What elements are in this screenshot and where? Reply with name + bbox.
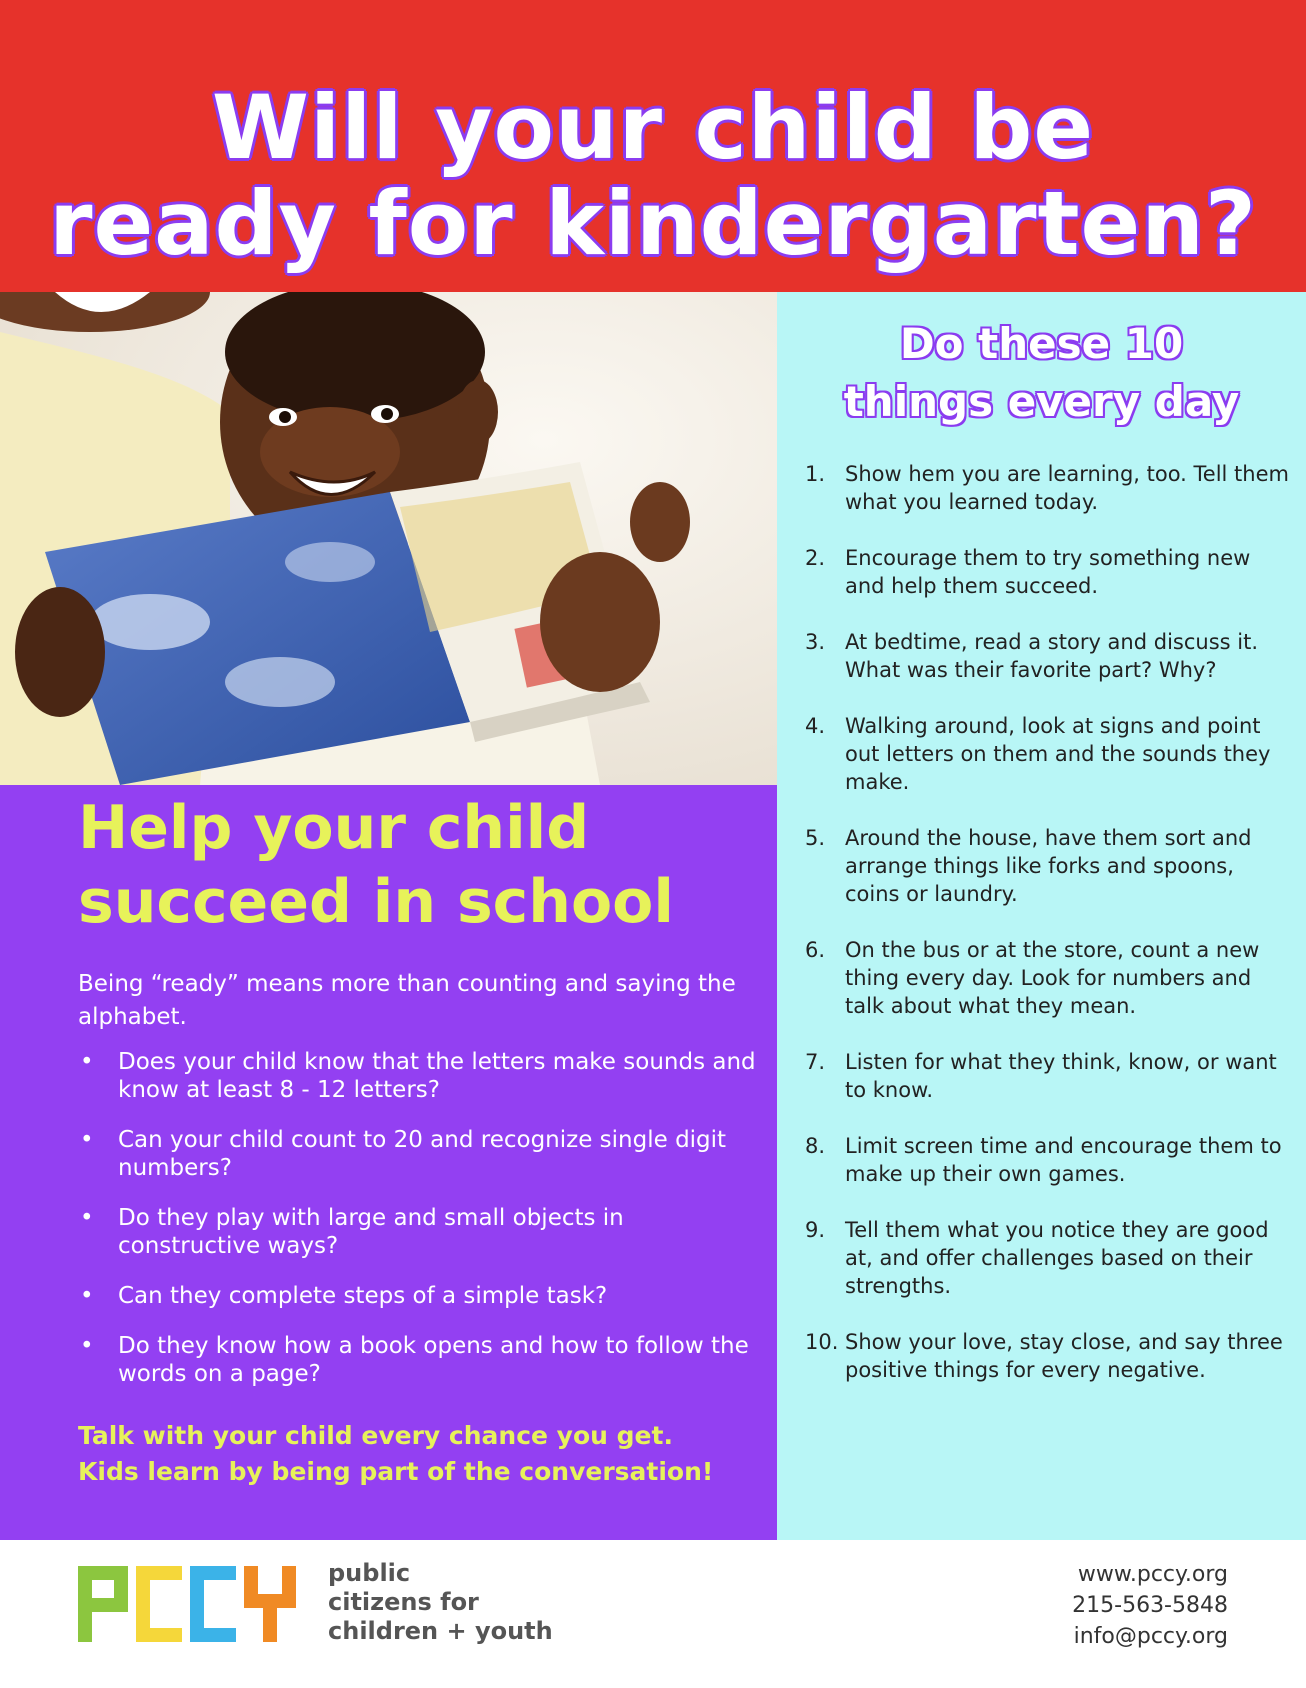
list-item xyxy=(805,824,1295,908)
child-reading-photo xyxy=(0,292,777,785)
email-link[interactable]: info@pccy.org xyxy=(1073,1624,1228,1649)
item-number: 10. xyxy=(805,1330,839,1354)
bullet-text: Do they play with large and small objects in constructive ways? xyxy=(118,1205,624,1259)
ten-things-list xyxy=(805,460,1295,1384)
talk-callout xyxy=(78,1418,778,1490)
help-intro-text: Being “ready” means more than counting and saying the alphabet. xyxy=(78,971,736,1030)
item-number: 8. xyxy=(805,1134,826,1158)
item-number: 9. xyxy=(805,1218,826,1242)
list-item xyxy=(805,712,1295,796)
item-number: 4. xyxy=(805,714,826,738)
org-name-line-3: children + youth xyxy=(328,1617,553,1645)
item-text: Show hem you are learning, too. Tell them what you learned today. xyxy=(845,462,1289,514)
bullet-dot-icon: • xyxy=(80,1333,94,1359)
bullet-item xyxy=(78,1204,758,1260)
item-text: Tell them what you notice they are good at, and offer challenges based on their strengths. xyxy=(845,1218,1269,1298)
item-text: Encourage them to try something new and help them succeed. xyxy=(845,546,1251,598)
item-number: 5. xyxy=(805,826,826,850)
bullet-item xyxy=(78,1126,758,1182)
bullet-text: Does your child know that the letters make sounds and know at least 8 - 12 letters? xyxy=(118,1049,756,1103)
item-text: Show your love, stay close, and say three positive things for every negative. xyxy=(845,1330,1283,1382)
item-number: 1. xyxy=(805,462,826,486)
list-item xyxy=(805,1328,1295,1384)
logo-text: PCCY xyxy=(78,1566,81,1567)
org-name-line-2: citizens for xyxy=(328,1588,479,1616)
bullet-text: Can your child count to 20 and recognize single digit numbers? xyxy=(118,1127,727,1181)
item-text: On the bus or at the store, count a new thing every day. Look for numbers and talk about what they mean. xyxy=(845,938,1260,1018)
main-title-line-2: ready for kindergarten? xyxy=(49,172,1257,275)
bullet-dot-icon: • xyxy=(80,1205,94,1231)
help-title-line-1: Help your child xyxy=(78,793,590,863)
item-text: Around the house, have them sort and arrange things like forks and spoons, coins or laundry. xyxy=(845,826,1252,906)
org-name-line-1: public xyxy=(328,1559,411,1587)
bullet-item xyxy=(78,1048,758,1104)
bullet-dot-icon: • xyxy=(80,1127,94,1153)
list-item xyxy=(805,936,1295,1020)
item-text: Walking around, look at signs and point out letters on them and the sounds they make. xyxy=(845,714,1271,794)
pccy-logo xyxy=(78,1566,298,1642)
things-title-line-2: things every day xyxy=(843,377,1240,426)
bullet-dot-icon: • xyxy=(80,1049,94,1075)
things-title-line-1: Do these 10 xyxy=(899,319,1184,368)
item-number: 2. xyxy=(805,546,826,570)
item-number: 3. xyxy=(805,630,826,654)
list-item xyxy=(805,628,1295,684)
list-item xyxy=(805,1132,1295,1188)
child-reading-illustration xyxy=(0,292,777,785)
main-title-line-1: Will your child be xyxy=(211,76,1095,179)
bullet-dot-icon: • xyxy=(80,1283,94,1309)
item-text: At bedtime, read a story and discuss it. What was their favorite part? Why? xyxy=(845,630,1258,682)
list-item xyxy=(805,1216,1295,1300)
item-text: Limit screen time and encourage them to make up their own games. xyxy=(845,1134,1282,1186)
bullet-text: Do they know how a book opens and how to follow the words on a page? xyxy=(118,1333,749,1387)
talk-line-2: Kids learn by being part of the conversation! xyxy=(78,1457,714,1486)
bullet-text: Can they complete steps of a simple task? xyxy=(118,1283,608,1309)
help-title-line-2: succeed in school xyxy=(78,867,674,937)
item-number: 7. xyxy=(805,1050,826,1074)
bullet-item xyxy=(78,1282,758,1310)
org-name xyxy=(328,1559,553,1646)
bullet-item xyxy=(78,1332,758,1388)
website-link[interactable]: www.pccy.org xyxy=(1077,1562,1228,1587)
list-item xyxy=(805,460,1295,516)
phone-number: 215-563-5848 xyxy=(1072,1593,1228,1618)
readiness-bullet-list xyxy=(78,1048,758,1388)
list-item xyxy=(805,1048,1295,1104)
contact-info xyxy=(1072,1559,1228,1652)
item-number: 6. xyxy=(805,938,826,962)
list-item xyxy=(805,544,1295,600)
talk-line-1: Talk with your child every chance you get. xyxy=(78,1421,673,1450)
item-text: Listen for what they think, know, or want to know. xyxy=(845,1050,1277,1102)
